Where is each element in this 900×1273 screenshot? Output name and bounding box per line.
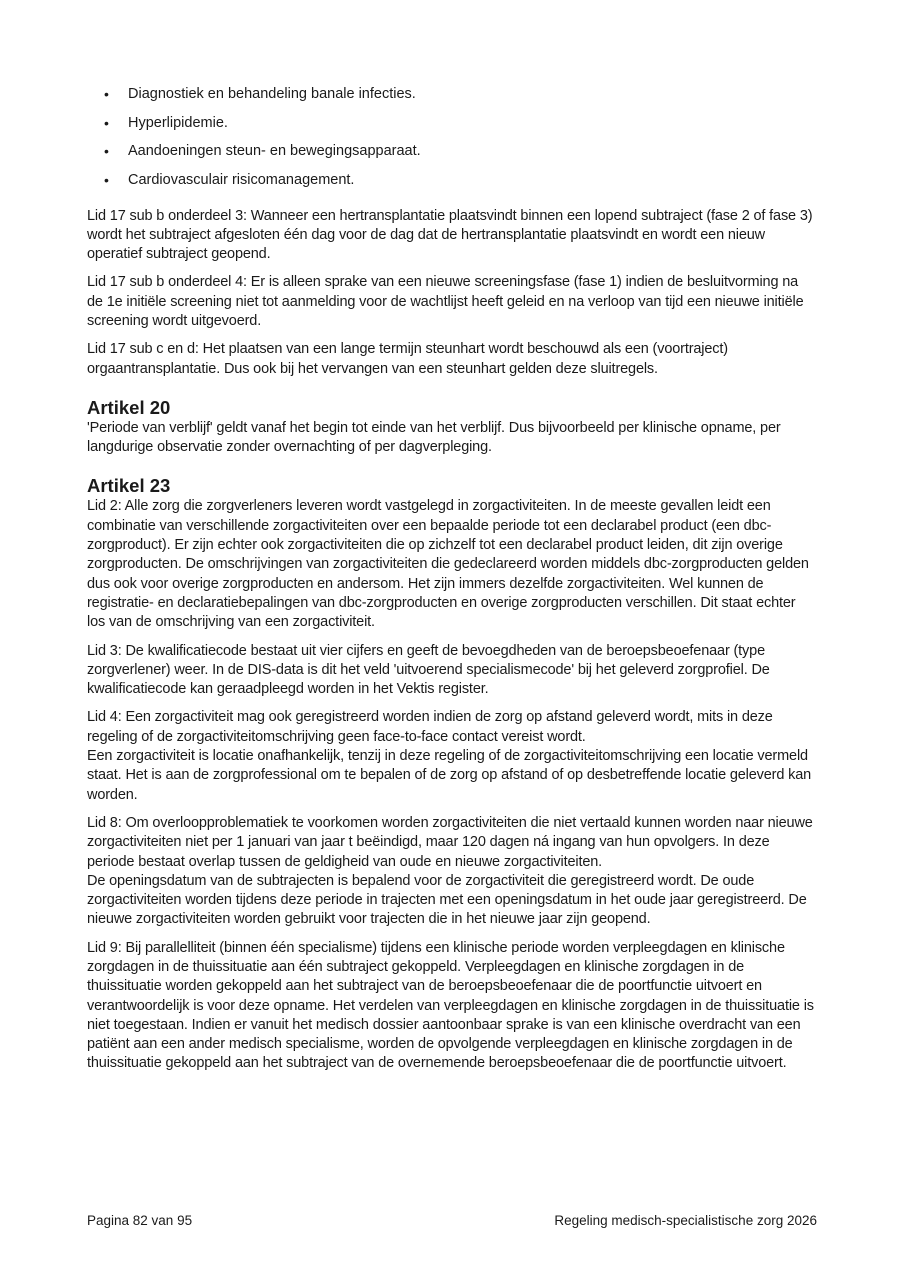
paragraph-lid-8: Lid 8: Om overloopproblematiek te voorkomen worden zorgactiviteiten die niet vertaald kunnen worden naar nieuwe zorgactiviteiten niet per 1 januari van jaar t beëindigd, maar 120 dagen ná ingang van hun opvolgers. In deze periode bestaat overlap tussen de geldigheid van oude en nieuwe zorgactiviteiten. De openingsdatum van de subtrajecten is bepalend voor de zorgactiviteit die geregistreerd wordt. De oude zorgactiviteiten worden tijdens deze periode in trajecten met een openingsdatum in het oude jaar geregistreerd. De nieuwe zorgactiviteiten worden gebruikt voor trajecten die in het nieuwe jaar zijn geopend. xyxy=(87,814,813,928)
paragraph-lid17-b3: Lid 17 sub b onderdeel 3: Wanneer een hertransplantatie plaatsvindt binnen een lopend subtraject (fase 2 of fase 3) wordt het subtraject afgesloten één dag voor de dag dat de hertransplantatie plaatsvindt en wordt een nieuw operatief subtraject geopend. xyxy=(87,207,813,263)
document-page xyxy=(87,85,817,1083)
paragraph-lid-4: Lid 4: Een zorgactiviteit mag ook geregistreerd worden indien de zorg op afstand geleverd wordt, mits in deze regeling of de zorgactiviteitomschrijving geen face-to-face contact vereist wordt. Een zorgactiviteit is locatie onafhankelijk, tenzij in deze regeling of de zorgactiviteitomschrijving een locatie vermeld staat. Het is aan de zorgprofessional om te bepalen of de zorg op afstand of op desbetreffende locatie geleverd kan worden. xyxy=(87,709,812,803)
bullet-icon: • xyxy=(104,86,109,102)
list-item: • Diagnostiek en behandeling banale infecties. xyxy=(104,86,416,102)
list-item: • Aandoeningen steun- en bewegingsapparaat. xyxy=(104,143,421,159)
bullet-list xyxy=(87,85,817,190)
list-item: • Hyperlipidemie. xyxy=(104,114,228,131)
paragraph-lid-2: Lid 2: Alle zorg die zorgverleners leveren wordt vastgelegd in zorgactiviteiten. In de meeste gevallen leidt een combinatie van verschillende zorgactiviteiten over een bepaalde periode tot een declarabel product (een dbc-zorgproduct). Er zijn echter ook zorgactiviteiten die op zichzelf tot een declarabel product leiden, dit zijn overige zorgproducten. De omschrijvingen van zorgactiviteiten die gedeclareerd worden middels dbc-zorgproducten gelden dus ook voor overige zorgproducten en andersom. Het zijn immers dezelfde zorgactiviteiten. Wel kunnen de registratie- en declaratiebepalingen van dbc-zorgproducten en overige zorgproducten verschillen. Dit staat echter los van de omschrijving van een zorgactiviteit. xyxy=(87,498,809,631)
page-number: Pagina 82 van 95 xyxy=(87,1213,193,1228)
list-item: • Cardiovasculair risicomanagement. xyxy=(104,171,355,188)
bullet-icon: • xyxy=(104,114,109,131)
bullet-icon: • xyxy=(104,143,109,159)
paragraph-artikel-20: 'Periode van verblijf' geldt vanaf het begin tot einde van het verblijf. Dus bijvoorbeeld per klinische opname, per langdurige observatie zonder overnachting of per dagverpleging. xyxy=(87,419,781,456)
heading-artikel-20: Artikel 20 xyxy=(87,396,171,418)
document-title: Regeling medisch-specialistische zorg 2026 xyxy=(554,1213,817,1228)
heading-artikel-23: Artikel 23 xyxy=(87,475,171,497)
paragraph-lid-9: Lid 9: Bij parallelliteit (binnen één specialisme) tijdens een klinische periode worden verpleegdagen en klinische zorgdagen in de thuissituatie aan één subtraject gekoppeld. Verpleegdagen en klinische zorgdagen in de thuissituatie worden gekoppeld aan het subtraject van de beroepsbeoefenaar die de poortfunctie uitvoert en verantwoordelijk is voor deze opname. Het verdelen van verpleegdagen en klinische zorgdagen in de thuissituatie is niet toegestaan. Indien er vanuit het medisch dossier aantoonbaar sprake is van een klinische overdracht van een patiënt aan een ander medisch specialisme, worden de opvolgende verpleegdagen en klinische zorgdagen in de thuissituatie gekoppeld aan het subtraject van de overnemende beroepsbeoefenaar die de poortfunctie uitvoert. xyxy=(87,939,814,1072)
paragraph-lid17-b4: Lid 17 sub b onderdeel 4: Er is alleen sprake van een nieuwe screeningsfase (fase 1) indien de besluitvorming na de 1e initiële screening niet tot aanmelding voor de wachtlijst heeft geleid en na verloop van tijd een nieuwe initiële screening wordt uitgevoerd. xyxy=(87,274,804,329)
bullet-icon: • xyxy=(104,171,109,188)
page-footer xyxy=(87,1213,817,1228)
paragraph-lid-3: Lid 3: De kwalificatiecode bestaat uit vier cijfers en geeft de bevoegdheden van de beroepsbeoefenaar (type zorgverlener) weer. In de DIS-data is dit het veld 'uitvoerend specialismecode' bij het geleverd zorgprofiel. De kwalificatiecode kan geraadpleegd worden in het Vektis register. xyxy=(87,642,770,698)
paragraph-lid17-cd: Lid 17 sub c en d: Het plaatsen van een lange termijn steunhart wordt beschouwd als een (voortraject) orgaantransplantatie. Dus ook bij het vervangen van een steunhart gelden deze sluitregels. xyxy=(87,341,728,377)
